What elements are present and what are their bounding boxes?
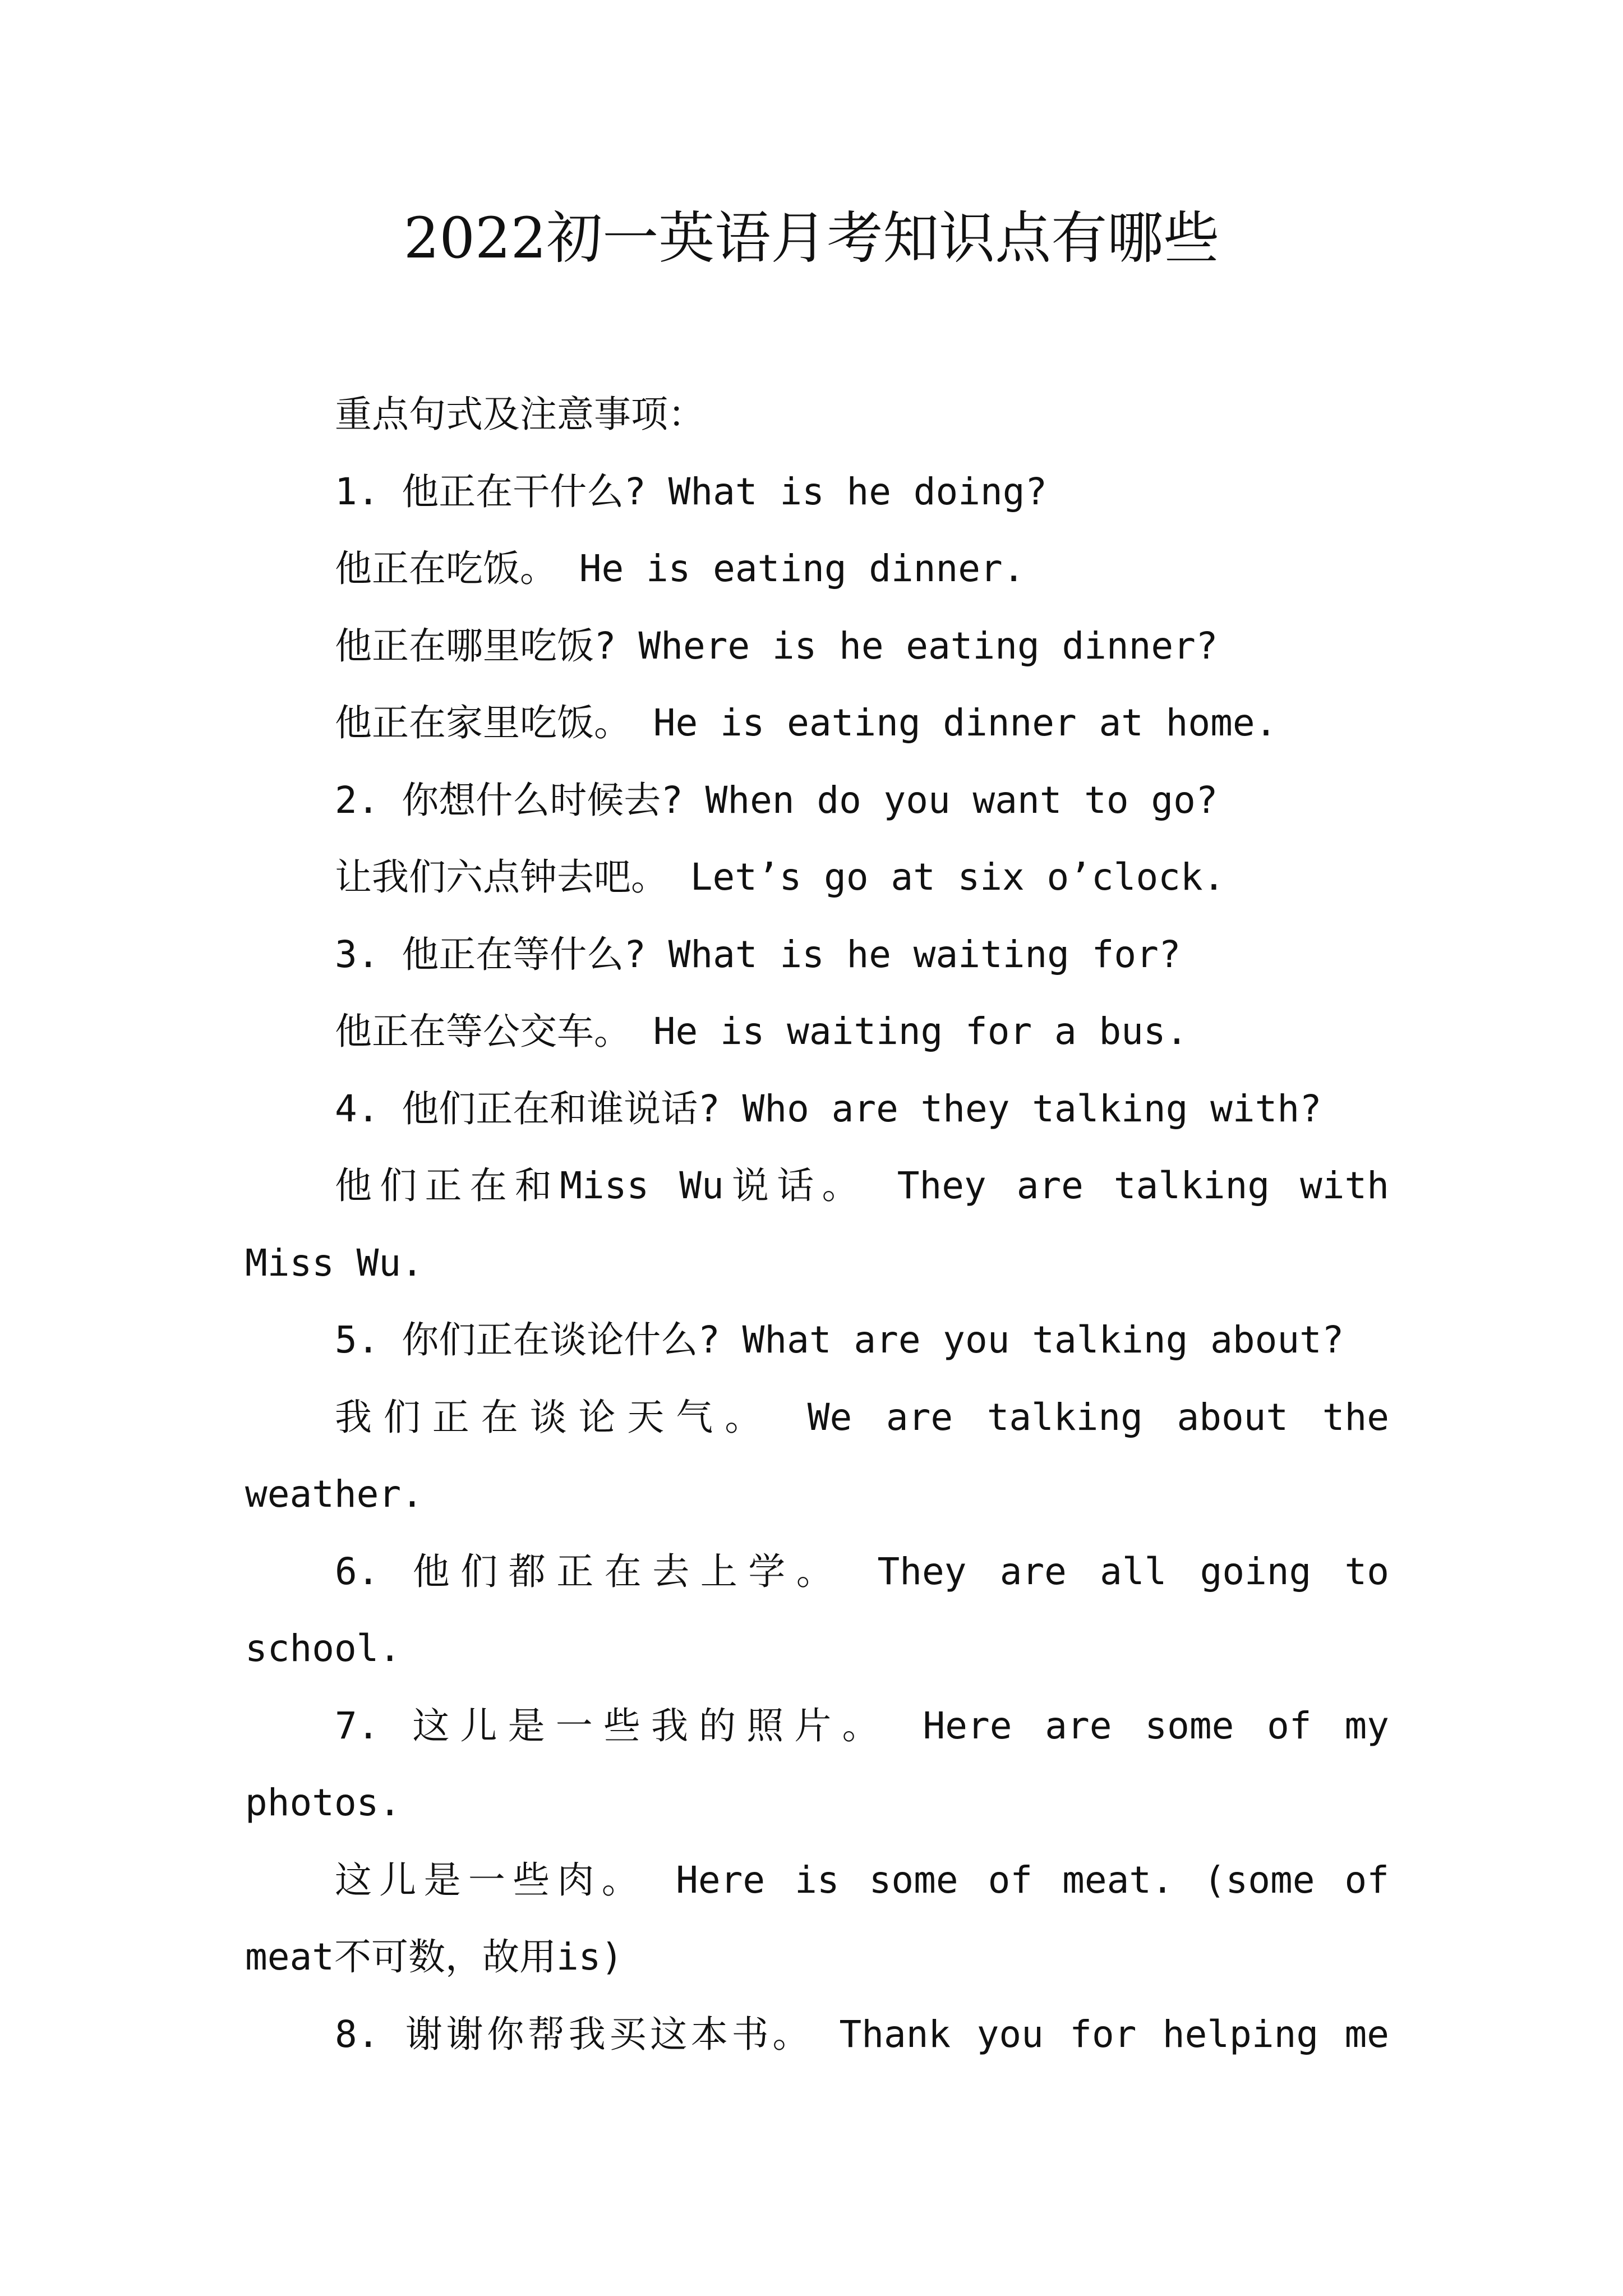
text-line: 他正在等公交车。 He is waiting for a bus. [335,1010,1188,1053]
text-line: 让我们六点钟去吧。 Let’s go at six o’clock. [335,855,1225,899]
text-line: meat不可数，故用is) [245,1935,624,1978]
document-title: 2022初一英语月考知识点有哪些 [403,205,1220,271]
text-line: 他正在家里吃饭。 He is eating dinner at home. [335,701,1278,744]
document-body [245,376,1389,2073]
text-line: Miss Wu. [245,1241,423,1285]
text-line: 2. 你想什么时候去? When do you want to go? [335,778,1218,822]
text-line: weather. [245,1473,423,1516]
text-line: 他正在吃饭。 He is eating dinner. [335,547,1025,590]
text-line: 3. 他正在等什么? What is he waiting for? [335,932,1181,976]
text-line: 6. 他们都正在去上学。 They are all going to [335,1549,1389,1593]
text-line: 7. 这儿是一些我的照片。 Here are some of my [335,1704,1389,1747]
text-line: 他们正在和Miss Wu说话。 They are talking with [335,1164,1389,1207]
text-line: 他正在哪里吃饭? Where is he eating dinner? [335,624,1218,668]
text-line: 4. 他们正在和谁说话? Who are they talking with? [335,1087,1322,1130]
text-line: 我们正在谈论天气。 We are talking about the [335,1395,1389,1439]
text-line: 重点句式及注意事项： [335,393,705,436]
text-line: 5. 你们正在谈论什么? What are you talking about? [335,1318,1344,1361]
text-line: photos. [245,1781,402,1824]
text-line: 1. 他正在干什么? What is he doing? [335,470,1048,513]
text-line: 8. 谢谢你帮我买这本书。 Thank you for helping me [335,2012,1389,2056]
text-line: school. [245,1627,402,1670]
text-line: 这儿是一些肉。 Here is some of meat. (some of [335,1858,1389,1902]
